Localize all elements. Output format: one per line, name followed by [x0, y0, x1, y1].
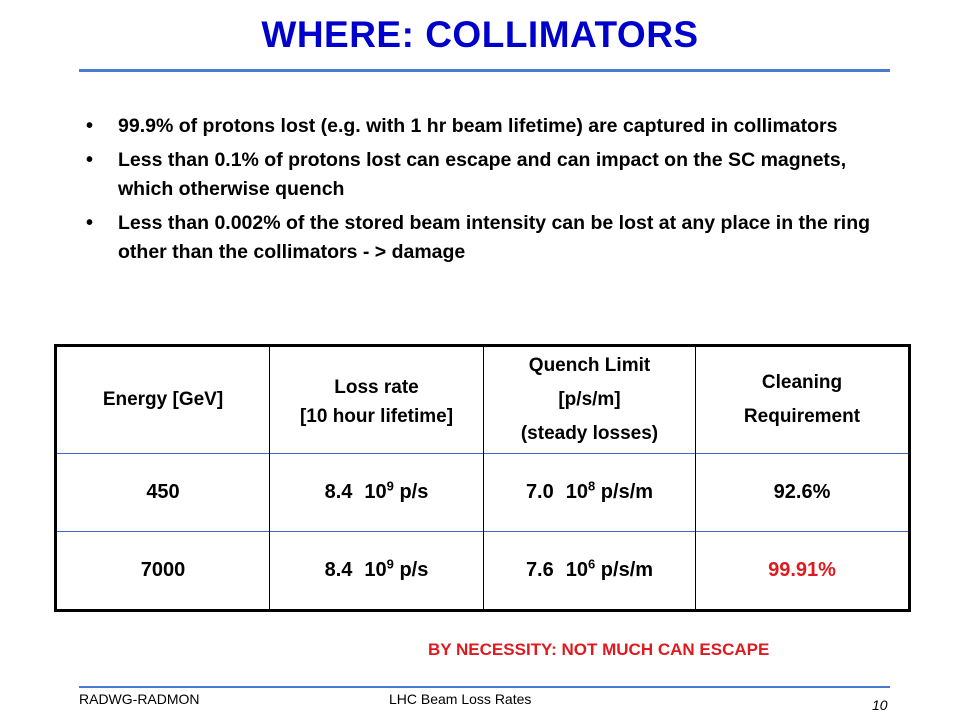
bullet-text: Less than 0.002% of the stored beam intensity can be lost at any place in the ring other than the collimators - > damage	[118, 212, 871, 263]
footer-divider	[79, 686, 890, 688]
page-number: 10	[872, 697, 888, 713]
cell-quench-limit: 7.6 $10^6$ p/s/m	[484, 532, 696, 611]
cell-loss-rate: 8.4 $10^9$ p/s	[270, 532, 484, 611]
necessity-note: BY NECESSITY: NOT MUCH CAN ESCAPE	[428, 640, 770, 659]
header-quench-limit: Quench Limit [p/s/m] (steady losses)	[484, 346, 696, 454]
title-divider	[79, 69, 890, 72]
cell-energy: 7000	[56, 532, 270, 611]
header-cleaning-requirement: Cleaning Requirement	[696, 346, 910, 454]
bullet-text: Less than 0.1% of protons lost can escape and can impact on the SC magnets, which otherwise quench	[118, 149, 847, 200]
header-energy: Energy [GeV]	[56, 346, 270, 454]
bullet-item	[86, 112, 906, 141]
cell-cleaning: 92.6%	[696, 454, 910, 532]
cleaning-requirements-table	[54, 344, 911, 612]
bullet-item	[86, 209, 906, 267]
footer-group-name: RADWG-RADMON	[79, 691, 200, 707]
table-row	[56, 454, 910, 532]
header-loss-rate: Loss rate [10 hour lifetime]	[270, 346, 484, 454]
slide-title: WHERE: COLLIMATORS	[261, 14, 699, 55]
bullet-icon: •	[86, 115, 94, 137]
bullet-icon: •	[86, 212, 94, 234]
cell-cleaning-highlight: 99.91%	[696, 532, 910, 611]
bullet-list	[86, 112, 906, 272]
table-header-row	[56, 346, 910, 454]
table-row	[56, 532, 910, 611]
footer-presentation-title: LHC Beam Loss Rates	[389, 691, 532, 707]
cell-quench-limit: 7.0 $10^8$ p/s/m	[484, 454, 696, 532]
bullet-icon: •	[86, 149, 94, 171]
cell-energy: 450	[56, 454, 270, 532]
bullet-text: 99.9% of protons lost (e.g. with 1 hr beam lifetime) are captured in collimators	[118, 115, 838, 137]
bullet-item	[86, 146, 906, 204]
cell-loss-rate: 8.4 $10^9$ p/s	[270, 454, 484, 532]
